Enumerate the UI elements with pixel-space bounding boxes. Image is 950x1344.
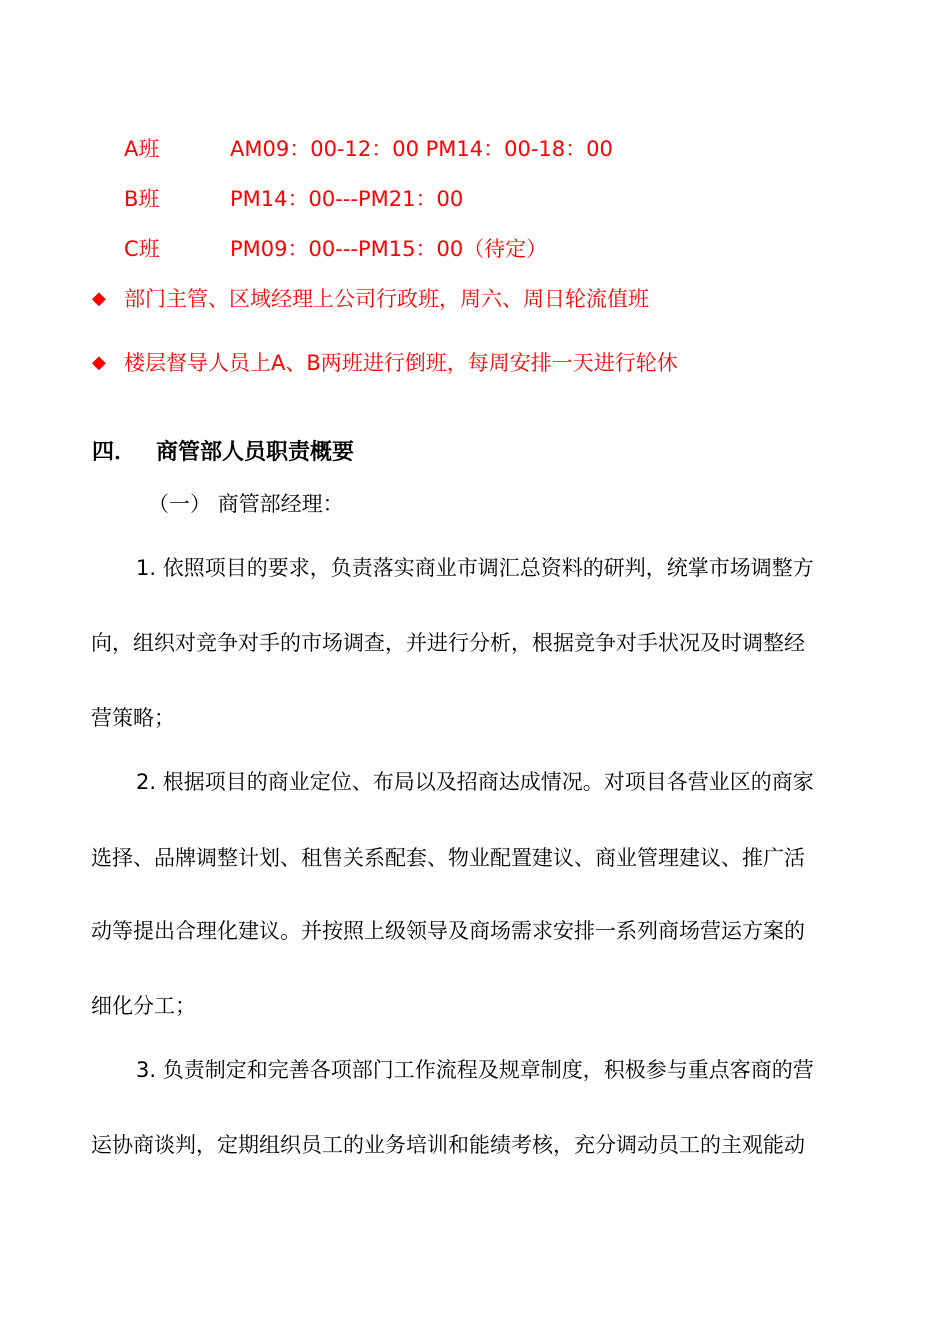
bullet-item: [0, 284, 950, 314]
shift-name: C班: [124, 237, 160, 261]
paragraph-line: 2. 根据项目的商业定位、布局以及招商达成情况。对项目各营业区的商家: [136, 770, 814, 794]
shift-time: PM09：00---PM15：00（待定）: [230, 237, 548, 261]
paragraph-line: 细化分工；: [91, 994, 196, 1018]
paragraph-line: 1. 依照项目的要求，负责落实商业市调汇总资料的研判，统掌市场调整方: [136, 556, 814, 580]
subsection-title: （一） 商管部经理：: [148, 492, 344, 516]
paragraph-line: 向，组织对竞争对手的市场调查，并进行分析，根据竞争对手状况及时调整经: [91, 631, 805, 655]
shift-name: B班: [124, 187, 160, 211]
section-title: 商管部人员职责概要: [156, 440, 355, 465]
diamond-bullet-icon: ◆: [92, 352, 106, 373]
bullet-text: 楼层督导人员上A、B两班进行倒班，每周安排一天进行轮休: [124, 351, 678, 375]
paragraph-line: 3. 负责制定和完善各项部门工作流程及规章制度，积极参与重点客商的营: [136, 1058, 814, 1082]
shift-row-c: [0, 234, 950, 264]
shift-row-b: [0, 184, 950, 214]
shift-row-a: [0, 134, 950, 164]
paragraph-line: 选择、品牌调整计划、租售关系配套、物业配置建议、商业管理建议、推广活: [91, 846, 805, 870]
paragraph-line: 运协商谈判，定期组织员工的业务培训和能绩考核，充分调动员工的主观能动: [91, 1133, 805, 1157]
shift-time: PM14：00---PM21：00: [230, 187, 464, 211]
shift-name: A班: [124, 137, 160, 161]
section-number: 四．: [92, 440, 137, 465]
shift-time: AM09：00-12：00 PM14：00-18：00: [230, 137, 613, 161]
diamond-bullet-icon: ◆: [92, 288, 106, 309]
paragraph-line: 营策略；: [91, 706, 175, 730]
section-heading: [0, 438, 950, 470]
bullet-item: [0, 348, 950, 378]
bullet-text: 部门主管、区域经理上公司行政班，周六、周日轮流值班: [124, 287, 649, 311]
paragraph-line: 动等提出合理化建议。并按照上级领导及商场需求安排一系列商场营运方案的: [91, 919, 805, 943]
